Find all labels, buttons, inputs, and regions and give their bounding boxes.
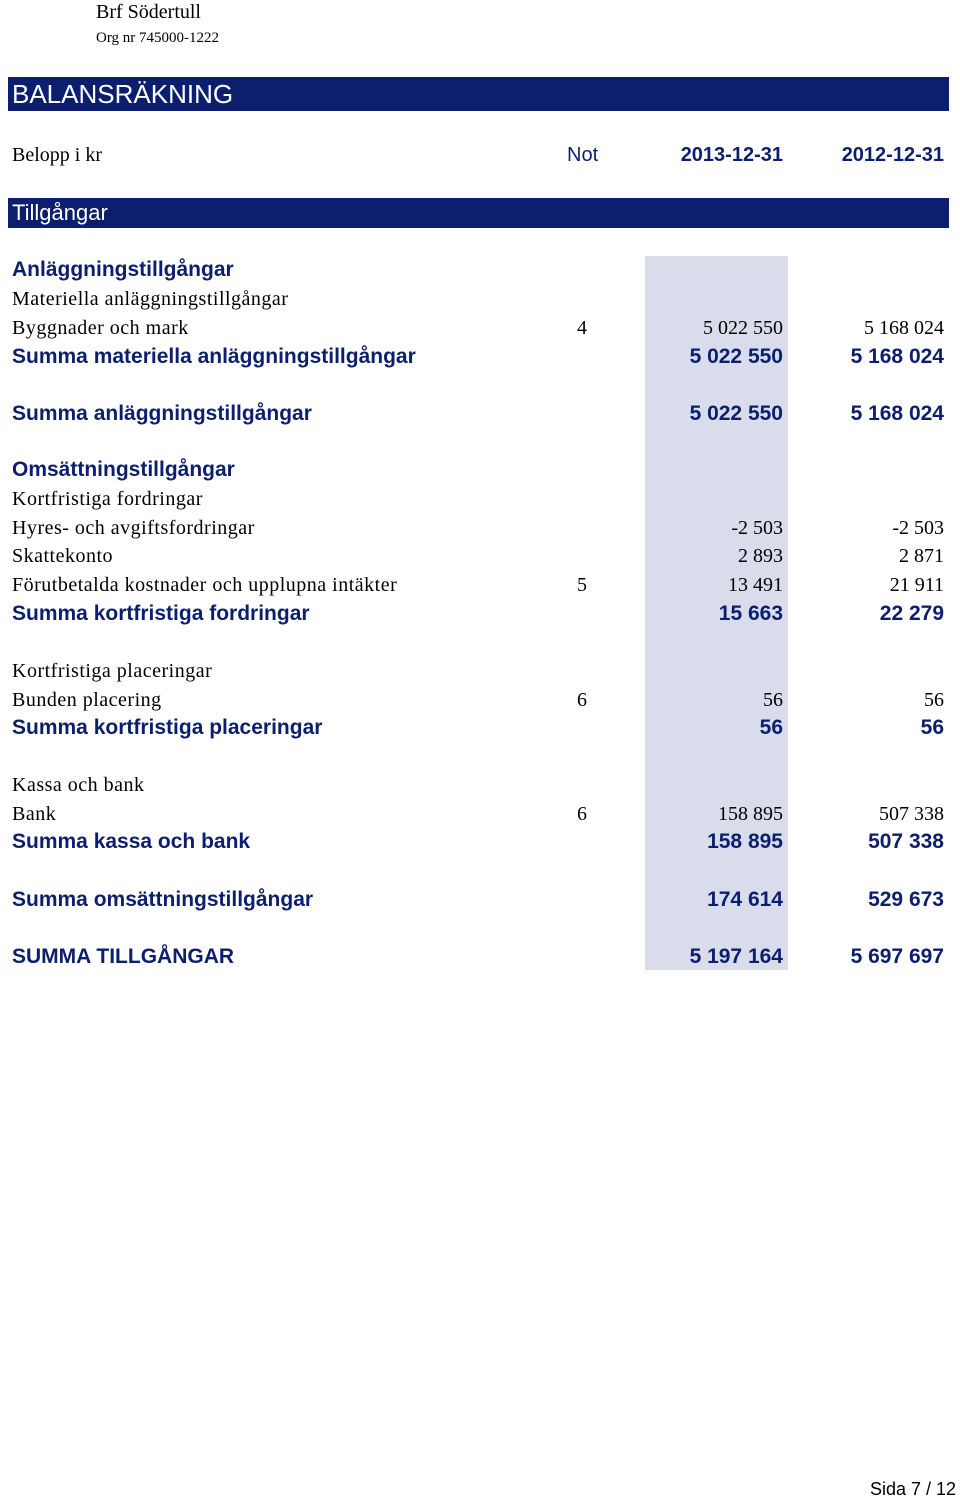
row-label: Anläggningstillgångar: [12, 258, 234, 281]
row-value-2012: 56: [920, 716, 944, 739]
row-value-2012: -2 503: [892, 517, 944, 539]
row-label: Byggnader och mark: [12, 317, 189, 339]
row-label: Omsättningstillgångar: [12, 458, 235, 481]
table-row: [0, 571, 960, 599]
amount-unit-label: Belopp i kr: [12, 144, 102, 166]
year1-column-header: 2013-12-31: [680, 144, 783, 166]
row-value-2012: 5 168 024: [850, 402, 944, 425]
table-row: [0, 686, 960, 714]
row-value-2013: 13 491: [728, 574, 783, 596]
row-value-2012: 529 673: [868, 888, 944, 911]
row-label: Summa kassa och bank: [12, 830, 251, 853]
row-label: Bunden placering: [12, 689, 162, 711]
row-label: Skattekonto: [12, 545, 114, 567]
table-row: [0, 800, 960, 828]
row-value-2012: 507 338: [868, 830, 944, 853]
row-value-2012: 56: [924, 689, 944, 711]
sum-row: [0, 886, 960, 914]
row-note: 6: [577, 689, 587, 711]
row-value-2013: 5 022 550: [689, 345, 783, 368]
row-value-2012: 21 911: [889, 574, 944, 596]
sum-row: [0, 943, 960, 971]
row-value-2012: 5 168 024: [850, 345, 944, 368]
table-row: [0, 285, 960, 313]
org-name: Brf Södertull: [96, 1, 201, 23]
table-row: [0, 657, 960, 685]
page-title: BALANSRÄKNING: [12, 79, 234, 109]
row-label: Förutbetalda kostnader och upplupna intäkter: [12, 574, 398, 596]
table-row: [0, 542, 960, 570]
table-row: [0, 485, 960, 513]
title-bar: [8, 77, 949, 111]
section-bar: [8, 198, 949, 228]
row-label: Summa kortfristiga fordringar: [12, 602, 310, 625]
group-heading-row: [0, 456, 960, 484]
row-label: Bank: [12, 803, 57, 825]
row-value-2013: 5 197 164: [689, 945, 783, 968]
row-value-2012: 22 279: [879, 602, 944, 625]
row-label: Hyres- och avgiftsfordringar: [12, 517, 255, 539]
section-title: Tillgångar: [12, 200, 108, 225]
row-value-2012: 5 697 697: [850, 945, 944, 968]
row-value-2013: 174 614: [707, 888, 783, 911]
sum-row: [0, 714, 960, 742]
row-value-2013: 158 895: [707, 830, 783, 853]
year2-column-header: 2012-12-31: [841, 144, 944, 166]
sum-row: [0, 343, 960, 371]
row-value-2012: 507 338: [879, 803, 944, 825]
sum-row: [0, 828, 960, 856]
row-label: Summa omsättningstillgångar: [12, 888, 314, 911]
row-value-2012: 5 168 024: [864, 317, 944, 339]
row-value-2013: 56: [763, 689, 783, 711]
table-row: [0, 771, 960, 799]
page-number: Sida 7 / 12: [869, 1479, 956, 1499]
row-label: Summa anläggningstillgångar: [12, 402, 312, 425]
row-label: Kassa och bank: [12, 774, 145, 796]
row-value-2013: 158 895: [718, 803, 783, 825]
row-value-2013: 2 893: [738, 545, 783, 567]
row-note: 5: [577, 574, 587, 596]
row-label: Kortfristiga fordringar: [12, 488, 203, 510]
row-label: Materiella anläggningstillgångar: [12, 288, 289, 310]
row-label: Summa materiella anläggningstillgångar: [12, 345, 416, 368]
row-label: SUMMA TILLGÅNGAR: [12, 945, 235, 968]
sum-row: [0, 600, 960, 628]
table-row: [0, 514, 960, 542]
table-row: [0, 314, 960, 342]
row-value-2013: 5 022 550: [689, 402, 783, 425]
row-note: 4: [577, 317, 587, 339]
org-number: Org nr 745000-1222: [96, 30, 220, 46]
row-value-2013: 15 663: [718, 602, 783, 625]
group-heading-row: [0, 256, 960, 284]
row-label: Summa kortfristiga placeringar: [12, 716, 323, 739]
row-value-2012: 2 871: [899, 545, 944, 567]
row-value-2013: -2 503: [731, 517, 783, 539]
sum-row: [0, 400, 960, 428]
note-column-header: Not: [567, 144, 599, 166]
row-value-2013: 56: [759, 716, 783, 739]
row-value-2013: 5 022 550: [703, 317, 783, 339]
row-label: Kortfristiga placeringar: [12, 660, 213, 682]
row-note: 6: [577, 803, 587, 825]
